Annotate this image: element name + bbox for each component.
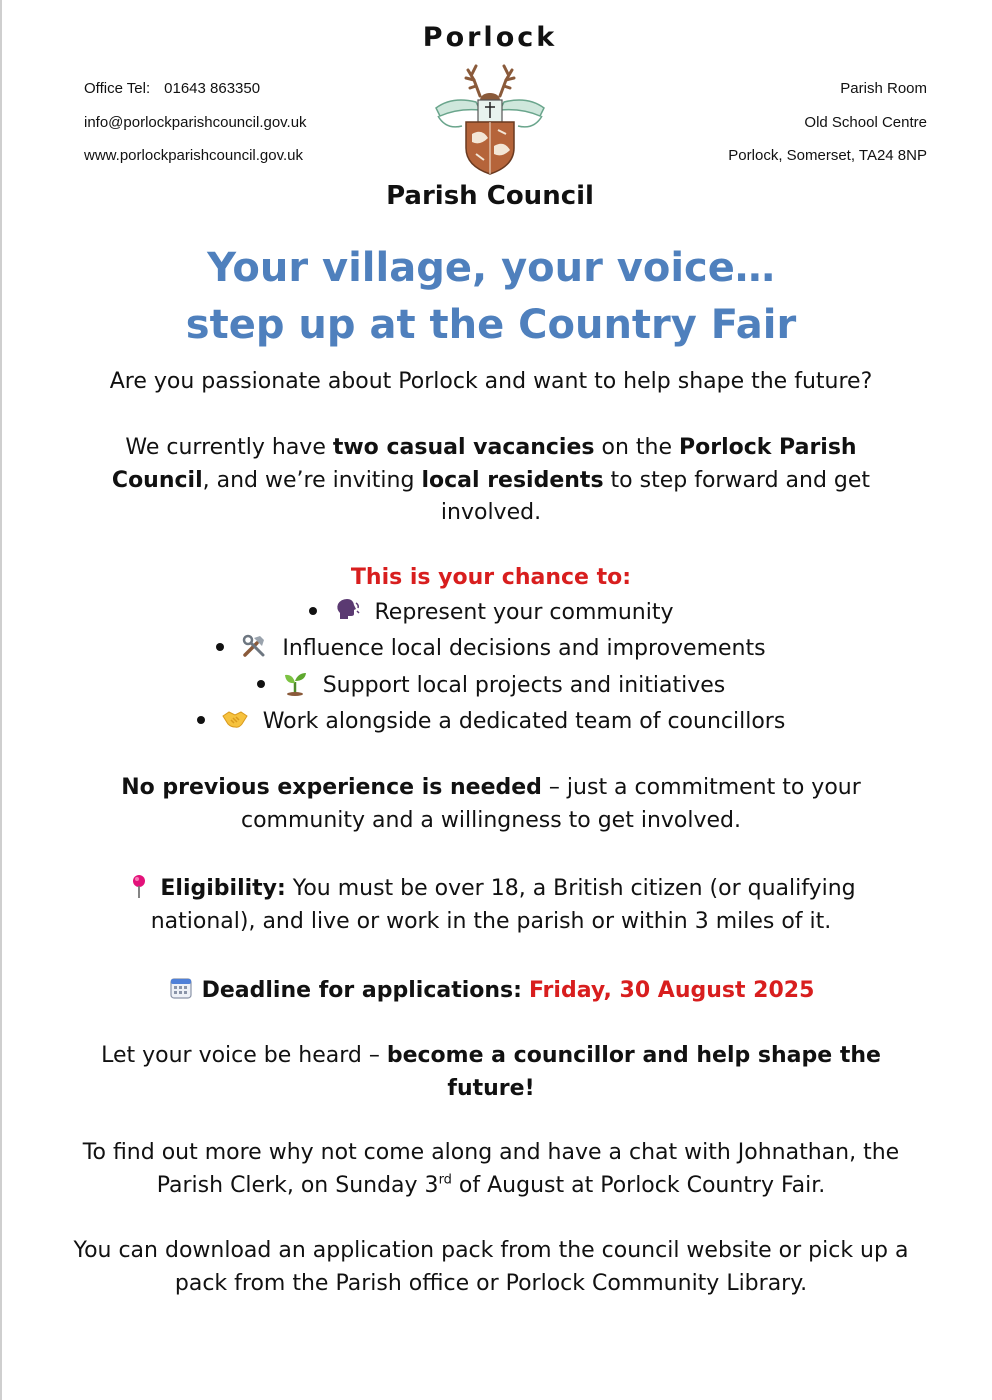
intro-paragraph: Are you passionate about Porlock and want to help shape the future? [109,369,873,394]
tel-label: Office Tel: [84,80,151,97]
email-link[interactable]: info@porlockparishcouncil.gov.uk [84,113,307,131]
deadline-date: Friday, 30 August 2025 [528,978,815,1003]
bullet-dot [257,680,265,688]
list-item [60,704,922,741]
deadline-line: Deadline for applications: Friday, 30 August 2025 [60,975,922,1008]
list-item [60,595,922,632]
address-line-3: Porlock, Somerset, TA24 8NP [728,147,927,164]
speaking-head-icon [334,597,360,623]
headline-line-2: step up at the Country Fair [185,302,797,348]
chance-item-text: Support local projects and initiatives [322,672,726,698]
calendar-icon [168,975,194,1001]
list-item [60,631,922,668]
chance-heading: This is your chance to: [350,565,632,590]
council-name-top: Porlock [422,22,558,53]
postal-address [728,72,927,173]
chance-item-text: Represent your community [374,599,674,625]
office-tel [84,72,307,106]
tel-number: 01643 863350 [164,80,261,97]
eligibility-paragraph: Eligibility: You must be over 18, a British citizen (or qualifying national), and live or work in the parish or within 3 miles of it. [120,873,862,938]
experience-paragraph: No previous experience is needed – just a commitment to your community and a willingness to get involved. [121,775,861,833]
seedling-icon [282,670,308,696]
bullet-dot [216,643,224,651]
address-line-1: Parish Room [840,80,927,97]
contact-details [84,72,307,173]
download-paragraph: You can download an application pack from the council website or pick up a pack from the Parish office or Porlock Community Library. [73,1238,909,1296]
voice-paragraph: Let your voice be heard – become a councillor and help shape the future! [101,1043,881,1101]
letterhead [0,0,992,220]
chance-item-text: Influence local decisions and improvements [282,636,766,661]
address-line-2: Old School Centre [804,113,927,131]
chance-section [60,562,922,741]
council-name-bottom: Parish Council [386,181,594,211]
chance-list [60,595,922,741]
headline-line-1: Your village, your voice… [207,245,775,291]
find-out-paragraph: To find out more why not come along and have a chat with Johnathan, the Parish Clerk, on Sunday 3rd of August at Porlock Country Fair. [82,1140,900,1198]
parish-crest-icon [432,56,548,176]
tools-icon [241,633,267,659]
website-link[interactable]: www.porlockparishcouncil.gov.uk [84,147,303,164]
vacancies-paragraph: We currently have two casual vacancies on the Porlock Parish Council, and we’re inviting local residents to step forward and get involved. [111,435,871,525]
headline [0,240,982,354]
handshake-icon [222,706,248,732]
chance-item-text: Work alongside a dedicated team of councillors [262,709,786,734]
pushpin-icon [126,873,152,899]
bullet-dot [309,607,317,615]
list-item [60,668,922,705]
bullet-dot [197,716,205,724]
